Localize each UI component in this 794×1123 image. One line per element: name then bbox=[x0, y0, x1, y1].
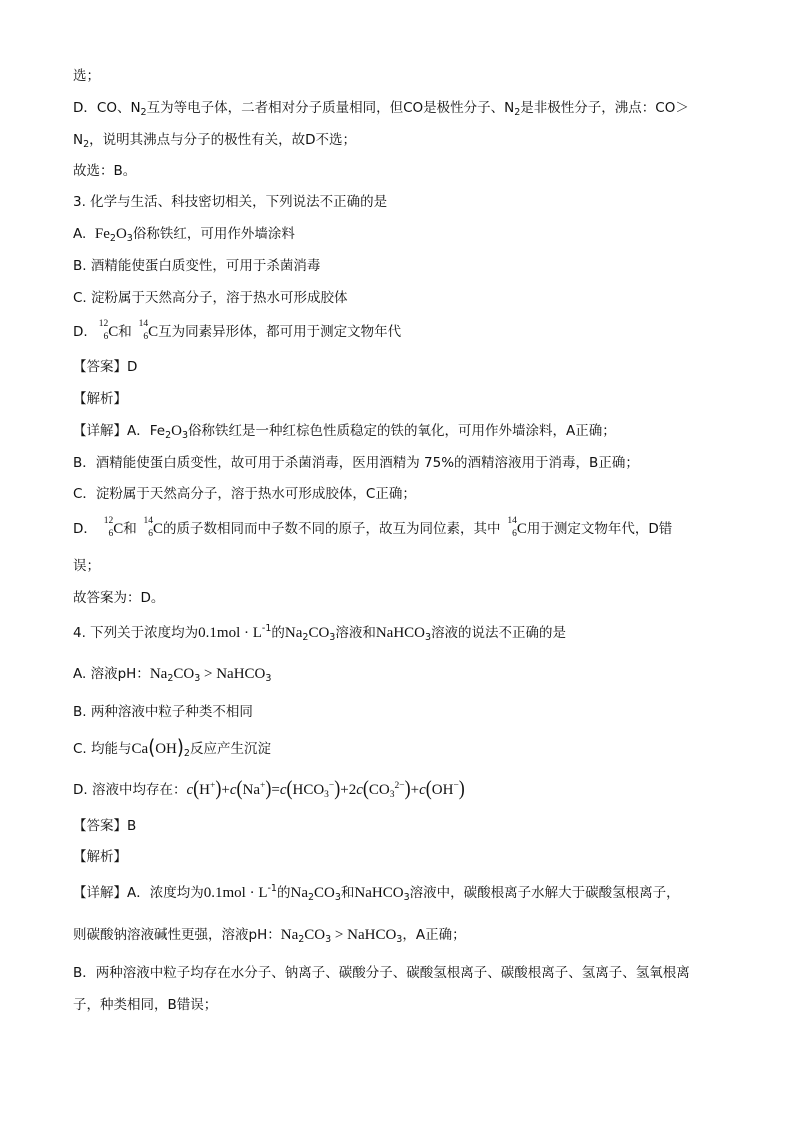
option-4a: A. 溶液pH：$Na_2CO_3$ > NaHCO$_3$ bbox=[73, 666, 272, 684]
text-line: 故选：B。 bbox=[73, 163, 137, 179]
text-line: 子，种类相同，B错误； bbox=[73, 997, 218, 1013]
analysis-4-heading: 【解析】 bbox=[73, 849, 127, 865]
option-3c: C. 淀粉属于天然高分子，溶于热水可形成胶体 bbox=[73, 290, 348, 306]
detail-3a: 【详解】A．$Fe_2O_3$俗称铁红是一种红棕色性质稳定的铁的氧化，可用作外墙涂料，A正确； bbox=[73, 423, 616, 441]
detail-4b: B．两种溶液中粒子均存在水分子、钠离子、碳酸分子、碳酸氢根离子、碳酸根离子、氢离子、氢氧根离 bbox=[73, 965, 690, 981]
detail-4a: 【详解】A．浓度均为$0.1mol \cdot L^{-1}$的$Na_2CO_3$和NaHCO$_3$溶液中，碳酸根离子水解大于碳酸氢根离子， bbox=[73, 883, 680, 903]
answer-4: 【答案】B bbox=[73, 818, 137, 834]
question-3: 3. 化学与生活、科技密切相关，下列说法不正确的是 bbox=[73, 194, 388, 210]
detail-3c: C．淀粉属于天然高分子，溶于热水可形成胶体，C正确； bbox=[73, 486, 416, 502]
text-line: $N_2$，说明其沸点与分子的极性有关，故D不选； bbox=[73, 132, 357, 150]
detail-3b: B．酒精能使蛋白质变性，故可用于杀菌消毒，医用酒精为 75%的酒精溶液用于消毒，B正确； bbox=[73, 455, 639, 471]
text-line: 选； bbox=[73, 68, 100, 84]
final-answer-3: 故答案为：D。 bbox=[73, 590, 165, 606]
option-3d: D. 12 6 C和 14 6 C互为同素异形体，都可用于测定文物年代 bbox=[73, 319, 402, 342]
analysis-3-heading: 【解析】 bbox=[73, 391, 127, 407]
nuclide-c12: 12 6 bbox=[98, 319, 109, 342]
nuclide-c14: 14 6 bbox=[138, 319, 149, 342]
option-4c: C. 均能与$Ca(OH)_2$反应产生沉淀 bbox=[73, 735, 271, 760]
option-3b: B. 酒精能使蛋白质变性，可用于杀菌消毒 bbox=[73, 258, 321, 274]
text-line: 误； bbox=[73, 558, 100, 574]
detail-3d: D． 12 6 C和 14 6 C的质子数相同而中子数不同的原子，故互为同位素，其中 14 6 C用于测定文物年代，D错 bbox=[73, 516, 673, 539]
question-4: 4. 下列关于浓度均为$0.1mol \cdot L^{-1}$的$Na_2CO_3$溶液和NaHCO$_3$溶液的说法不正确的是 bbox=[73, 623, 567, 643]
option-3a: A. $Fe_2O_3$俗称铁红，可用作外墙涂料 bbox=[73, 226, 295, 244]
option-4d: D. 溶液中均存在：$c(H^+)+c(Na^+)=c(HCO_3^-)+2c(CO_3^{2-})+c(OH^-)$ bbox=[73, 776, 465, 800]
answer-3: 【答案】D bbox=[73, 359, 138, 375]
text-line: D．CO、$N_2$互为等电子体，二者相对分子质量相同，但CO是极性分子、$N_2$是非极性分子，沸点：CO＞ bbox=[73, 100, 689, 118]
detail-4a-cont: 则碳酸钠溶液碱性更强，溶液pH：$Na_2CO_3$ > NaHCO$_3$，A正确； bbox=[73, 927, 466, 945]
option-4b: B. 两种溶液中粒子种类不相同 bbox=[73, 704, 253, 720]
